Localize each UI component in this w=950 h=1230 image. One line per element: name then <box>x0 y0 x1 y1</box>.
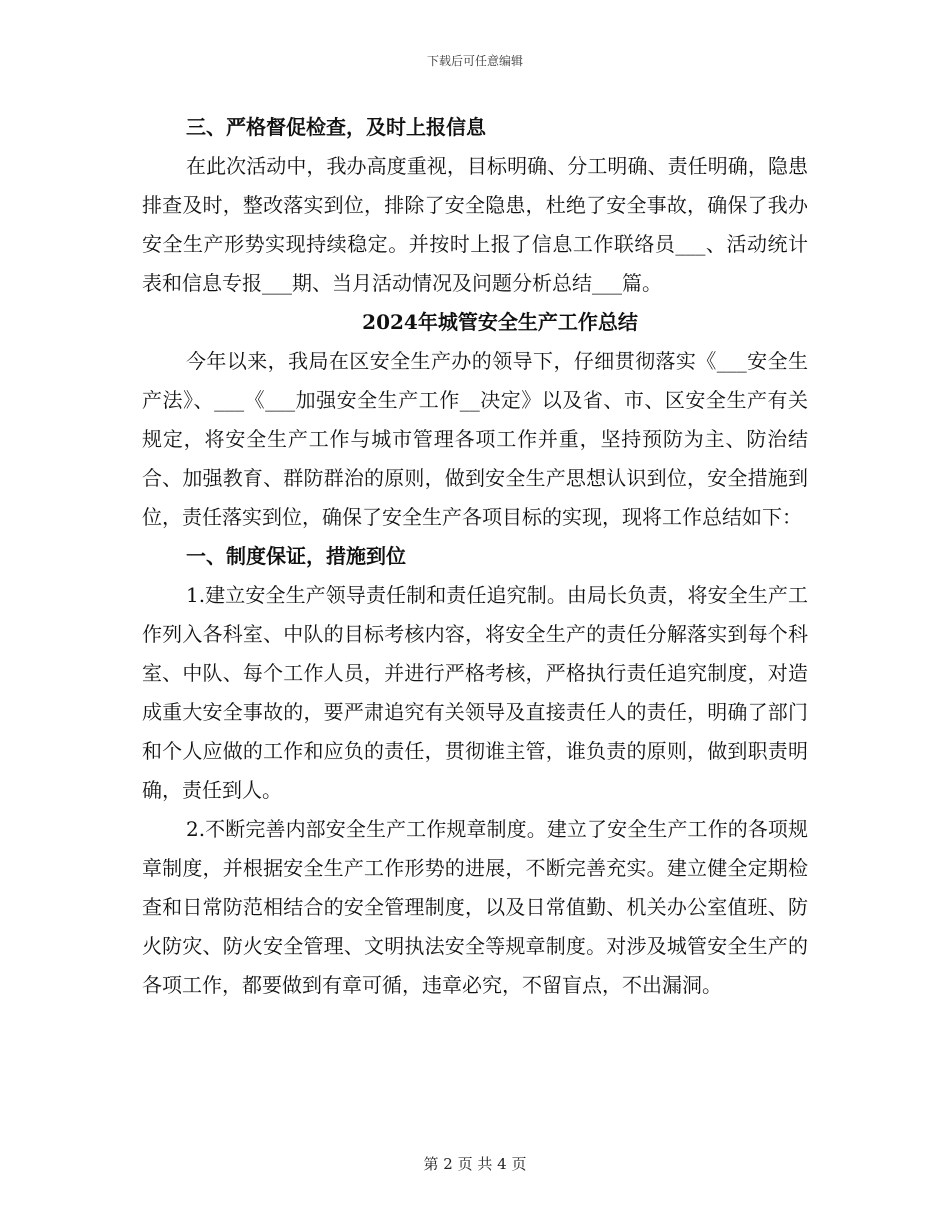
document-body <box>142 108 808 1005</box>
page-header: 下载后可任意编辑 <box>426 54 523 68</box>
section-heading-3: 三、严格督促检查，及时上报信息 <box>186 115 486 139</box>
paragraph-intro: 今年以来，我局在区安全生产办的领导下，仔细贯彻落实《___安全生产法》、___《___加强安全生产工作__决定》以及省、市、区安全生产有关规定，将安全生产工作与城市管理各项工作并重，坚持预防为主、防治结合、加强教育、群防群治的原则，做到安全生产思想认识到位，安全措施到位，责任落实到位，确保了安全生产各项目标的实现，现将工作总结如下： <box>142 349 808 529</box>
section-heading-1: 一、制度保证，措施到位 <box>186 544 406 568</box>
paragraph-item-1: 1.建立安全生产领导责任制和责任追究制。由局长负责，将安全生产工作列入各科室、中队的目标考核内容，将安全生产的责任分解落实到每个科室、中队、每个工作人员，并进行严格考核，严格执行责任追究制度，对造成重大安全事故的，要严肃追究有关领导及直接责任人的责任，明确了部门和个人应做的工作和应负的责任，贯彻谁主管，谁负责的原则，做到职责明确，责任到人。 <box>142 583 808 802</box>
paragraph-section-3: 在此次活动中，我办高度重视，目标明确、分工明确、责任明确，隐患排查及时，整改落实到位，排除了安全隐患，杜绝了安全事故，确保了我办安全生产形势实现持续稳定。并按时上报了信息工作联络员___、活动统计表和信息专报___期、当月活动情况及问题分析总结___篇。 <box>142 154 808 295</box>
paragraph-item-2: 2.不断完善内部安全生产工作规章制度。建立了安全生产工作的各项规章制度，并根据安全生产工作形势的进展，不断完善充实。建立健全定期检查和日常防范相结合的安全管理制度，以及日常值勤、机关办公室值班、防火防灾、防火安全管理、文明执法安全等规章制度。对涉及城管安全生产的各项工作，都要做到有章可循，违章必究，不留盲点，不出漏洞。 <box>142 817 808 997</box>
document-title: 2024年城管安全生产工作总结 <box>362 310 638 334</box>
page-number: 第 2 页 共 4 页 <box>423 1155 527 1173</box>
